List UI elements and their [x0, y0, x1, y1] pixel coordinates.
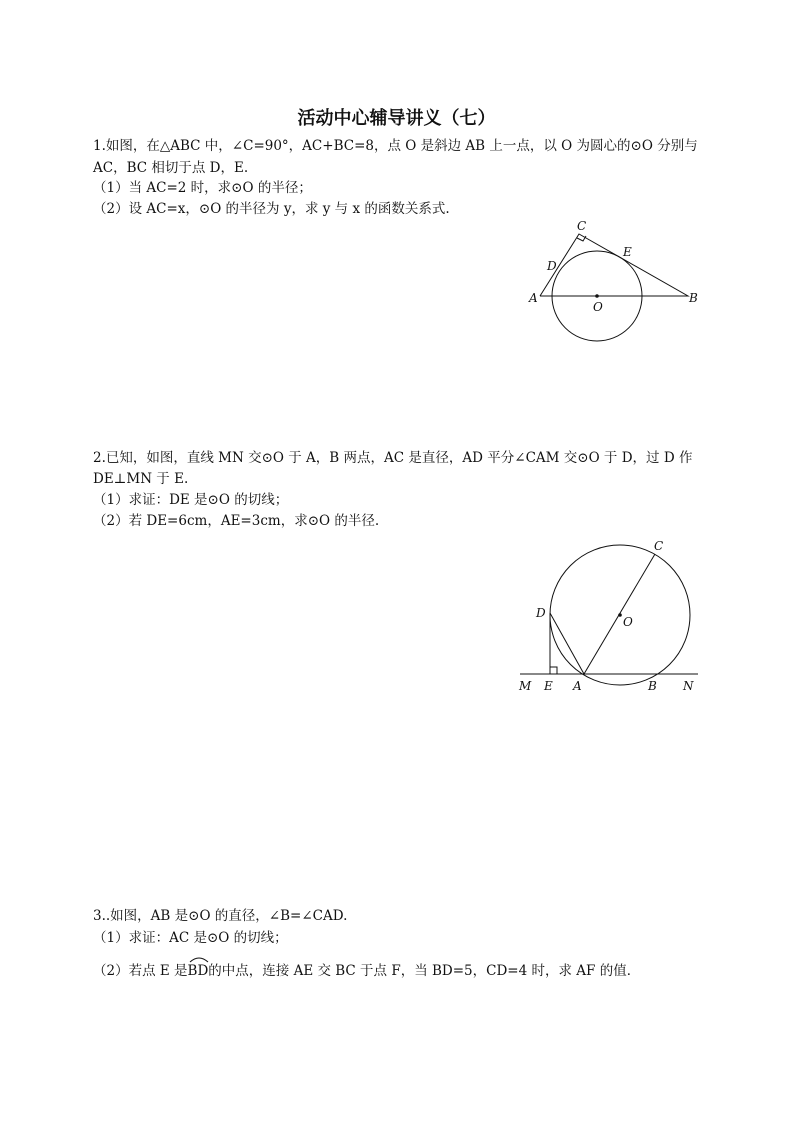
problem1-line1: 1.如图，在△ABC 中，∠C=90°，AC+BC=8，点 O 是斜边 AB 上一点，以 O 为圆心的⊙O 分别与	[93, 138, 698, 154]
label-c: C	[654, 539, 664, 553]
page-title: 活动中心辅导讲义（七）	[297, 108, 496, 129]
label-o: O	[593, 300, 603, 314]
arc-mark	[188, 955, 210, 963]
arc-bd	[188, 962, 209, 980]
label-m: M	[519, 679, 532, 693]
problem2-question1: （1）求证：DE 是⊙O 的切线；	[93, 492, 289, 508]
problem2-line1: 2.已知，如图，直线 MN 交⊙O 于 A，B 两点，AC 是直径，AD 平分∠CAM 交⊙O 于 D，过 D 作	[93, 450, 693, 466]
arc-bd-label: BD	[187, 963, 209, 979]
problem3-question1: （1）求证：AC 是⊙O 的切线；	[93, 930, 288, 946]
problem2-figure	[510, 535, 710, 700]
center-point	[595, 294, 599, 298]
problem3-q2-text-after: 的中点，连接 AE 交 BC 于点 F，当 BD=5，CD=4 时，求 AF 的值．	[208, 963, 641, 979]
label-c: C	[577, 219, 587, 233]
problem3-question2	[93, 962, 640, 980]
label-b: B	[689, 291, 698, 305]
problem1-question1: （1）当 AC=2 时，求⊙O 的半径；	[93, 180, 312, 196]
problem2-line2: DE⊥MN 于 E.	[93, 471, 189, 487]
segment-ad	[550, 613, 584, 674]
label-o: O	[623, 615, 633, 629]
problem2-question2: （2）若 DE=6cm，AE=3cm，求⊙O 的半径.	[93, 513, 380, 529]
diameter-ac	[584, 554, 655, 674]
label-a: A	[573, 679, 582, 693]
problem1-question2: （2）设 AC=x，⊙O 的半径为 y，求 y 与 x 的函数关系式.	[93, 201, 450, 217]
label-d: D	[547, 259, 557, 273]
problem3-line1: 3..如图，AB 是⊙O 的直径，∠B=∠CAD.	[93, 908, 348, 924]
label-n: N	[683, 679, 694, 693]
label-b: B	[648, 679, 657, 693]
label-e: E	[623, 245, 632, 259]
label-e: E	[544, 679, 553, 693]
triangle-abc	[540, 234, 688, 296]
problem3-q2-text-before: （2）若点 E 是	[93, 963, 188, 979]
label-d: D	[536, 606, 546, 620]
problem1-line2: AC，BC 相切于点 D，E.	[93, 160, 249, 176]
label-a: A	[529, 291, 538, 305]
right-angle-mark	[550, 667, 557, 674]
problem1-figure	[520, 212, 720, 352]
